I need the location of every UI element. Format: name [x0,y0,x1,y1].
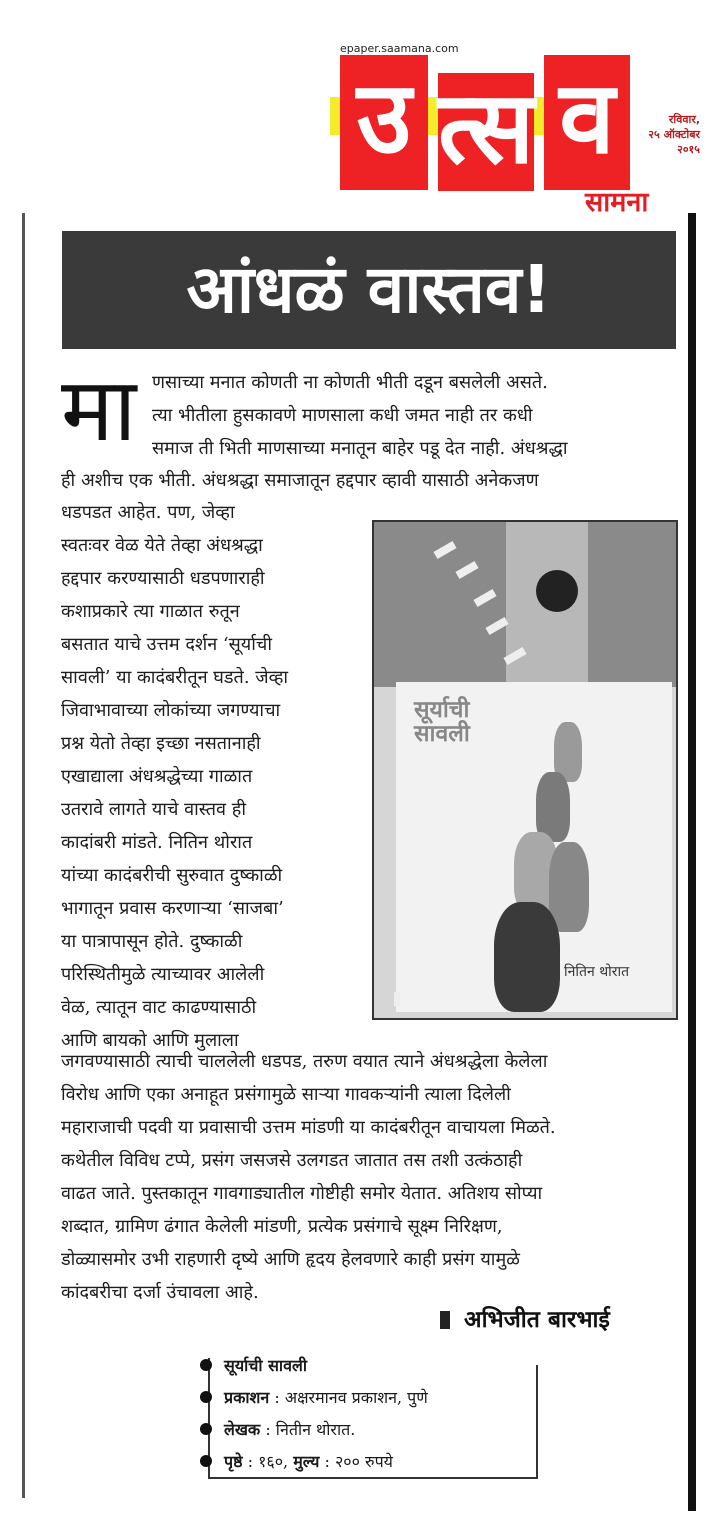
author-byline: अभिजीत बारभाई [440,1302,610,1334]
book-info-box [200,1350,540,1490]
bullet-icon [200,1423,212,1435]
text-line: जगवण्यासाठी त्याची चाललेली धडपड, तरुण वयात त्याने अंधश्रद्धेला केलेला [61,1051,548,1072]
text-line: यांच्या कादंबरीची सुरुवात दुष्काळी [61,865,283,886]
cover-spine-mark [394,992,400,1006]
text-line: ही अशीच एक भीती. अंधश्रद्धा समाजातून हद्दपार व्हावी यासाठी अनेकजण [61,470,539,491]
text-line: हद्दपार करण्यासाठी धडपणाराही [61,568,265,589]
bullet-icon [200,1359,212,1371]
info-right-rule [536,1365,538,1477]
text-line: परिस्थितीमुळे त्याच्यावर आलेली [61,964,265,985]
text-line: या पात्रापासून होते. दुष्काळी [61,931,243,952]
intro-indented-lines [152,366,680,465]
logo-letter-2: त्स [438,73,534,191]
utsav-logo [330,55,630,190]
bullet-icon [200,1455,212,1467]
text-line: णसाच्या मनात कोणती ना कोणती भीती दडून बसलेली असते. [152,372,548,393]
text-line: कांदबरीचा दर्जा उंचावला आहे. [61,1282,259,1303]
text-line: कशाप्रकारे त्या गाळात रुतून [61,601,240,622]
cover-sun [536,570,578,612]
figure [494,902,560,1012]
bullet-icon [200,1391,212,1403]
text-line: वेळ, त्यातून वाट काढण्यासाठी [61,997,257,1018]
wide-column-text [61,1045,681,1309]
text-line: कादांबरी मांडते. नितिन थोरात [61,832,253,853]
text-line: जिवाभावाच्या लोकांच्या जगण्याचा [61,700,281,721]
info-author: लेखक : नितीन थोरात. [200,1418,355,1442]
text-line: उतरावे लागते याचे वास्तव ही [61,799,246,820]
figure [549,842,589,932]
info-book-title: सूर्याची सावली [200,1354,307,1378]
text-line: समाज ती भिती माणसाच्या मनातून बाहेर पडू देत नाही. अंधश्रद्धा [152,438,568,459]
text-line: भागातून प्रवास करणाऱ्या ‘साजबा’ [61,898,284,919]
left-column-rule [22,213,25,1498]
logo-letter-1: उ [340,55,428,190]
masthead [0,0,720,218]
byline-marker-icon [440,1311,450,1329]
text-line: सावली’ या कादंबरीतून घडते. जेव्हा [61,667,289,688]
narrow-column-text [61,496,361,1057]
epaper-url[interactable]: epaper.saamana.com [340,42,459,55]
info-publisher: प्रकाशन : अक्षरमानव प्रकाशन, पुणे [200,1386,428,1410]
text-line: महाराजाची पदवी या प्रवासाची उत्तम मांडणी या कादंबरीतून वाचायला मिळते. [61,1117,556,1138]
text-line: कथेतील विविध टप्पे, प्रसंग जसजसे उलगडत जातात तस तशी उत्कंठाही [61,1150,523,1171]
text-line: आणि बायको आणि मुलाला [61,1030,239,1051]
logo-letter-3: व [544,55,630,190]
saamana-brand: सामना [585,187,649,218]
intro-full-line [61,464,681,497]
cover-title: सूर्याची सावली [414,697,470,747]
article-headline: आंधळं वास्तव! [62,231,676,349]
info-bottom-rule [208,1477,538,1479]
issue-date: रविवार, २५ ऑक्टोबर २०१५ [648,113,700,156]
text-line: डोळ्यासमोर उभी राहणारी दृष्ये आणि हृदय हेलवणारे काही प्रसंग यामुळे [61,1249,520,1270]
right-column-rule [688,213,696,1511]
text-line: शब्दात, ग्रामिण ढंगात केलेली मांडणी, प्रत्येक प्रसंगाचे सूक्ष्म निरिक्षण, [61,1216,503,1237]
info-pages-price: पृष्ठे : १६०, मुल्य : २०० रुपये [200,1450,393,1474]
book-cover-image [372,520,678,1020]
text-line: एखाद्याला अंधश्रद्धेच्या गाळात [61,766,253,787]
drop-cap: मा [61,358,137,461]
cover-author: नितिन थोरात [564,964,630,980]
text-line: बसतात याचे उत्तम दर्शन ‘सूर्याची [61,634,272,655]
text-line: प्रश्न येतो तेव्हा इच्छा नसतानाही [61,733,261,754]
text-line: विरोध आणि एका अनाहूत प्रसंगामुळे साऱ्या गावकऱ्यांनी त्याला दिलेली [61,1084,511,1105]
text-line: धडपडत आहेत. पण, जेव्हा [61,502,235,523]
text-line: त्या भीतीला हुसकावणे माणसाला कधी जमत नाही तर कधी [152,405,533,426]
text-line: वाढत जाते. पुस्तकातून गावगाड्यातील गोष्टीही समोर येतात. अतिशय सोप्या [61,1183,543,1204]
text-line: स्वतःवर वेळ येते तेव्हा अंधश्रद्धा [61,535,263,556]
